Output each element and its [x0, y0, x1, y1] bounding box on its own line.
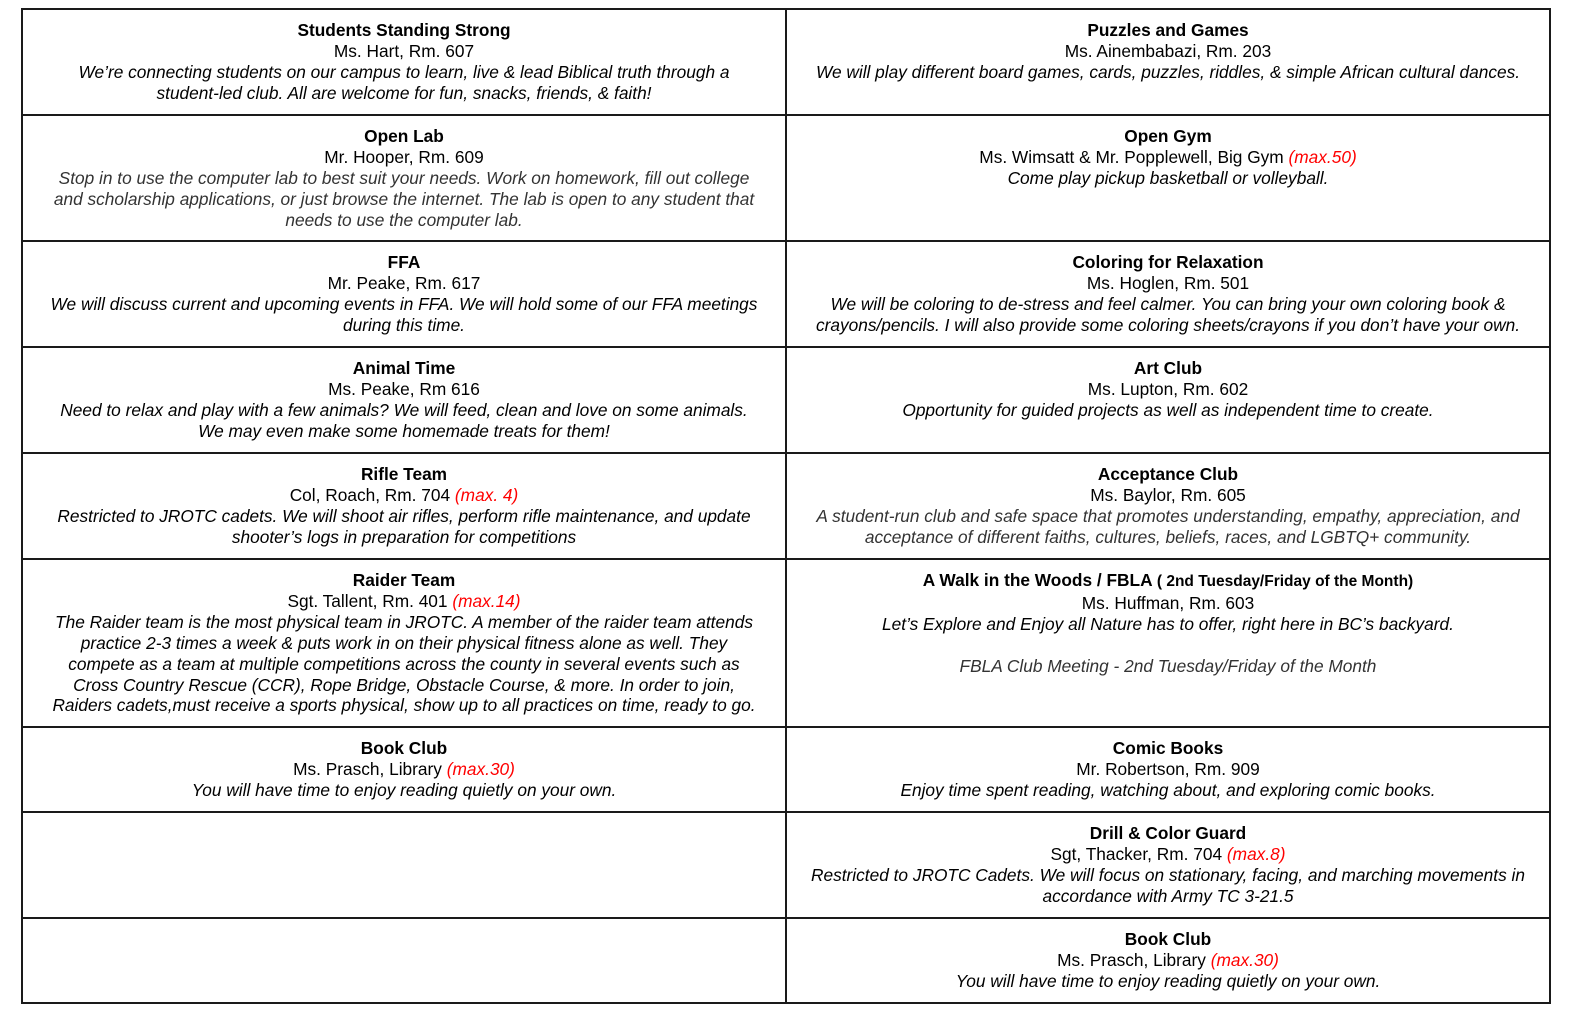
club-cell: [786, 918, 1550, 1003]
table-row: [22, 115, 1550, 241]
club-title-text: Animal Time: [352, 358, 456, 378]
capacity-note: (max.14): [452, 590, 521, 611]
club-title-text: Students Standing Strong: [297, 20, 511, 40]
club-description-line: Restricted to JROTC Cadets. We will focus on stationary, facing, and marching movements in: [811, 864, 1525, 885]
club-teacher: [35, 273, 773, 294]
table-row: [22, 918, 1550, 1003]
club-title: [35, 252, 773, 273]
club-title-text: Puzzles and Games: [1087, 20, 1249, 40]
club-title: [799, 358, 1537, 379]
club-description-line: You will have time to enjoy reading quietly on your own.: [191, 779, 617, 800]
club-teacher-text: Mr. Robertson, Rm. 909: [1076, 758, 1260, 779]
table-row: [22, 9, 1550, 115]
club-teacher: [35, 759, 773, 780]
club-title-text: Rifle Team: [360, 464, 448, 484]
club-teacher: [35, 147, 773, 168]
club-teacher-text: Ms. Baylor, Rm. 605: [1090, 484, 1246, 505]
club-description-line: You will have time to enjoy reading quietly on your own.: [955, 970, 1381, 991]
club-title: [35, 126, 773, 147]
club-teacher-text: Mr. Peake, Rm. 617: [327, 272, 481, 293]
club-teacher-text: Ms. Prasch, Library: [1057, 949, 1206, 970]
table-row: [22, 241, 1550, 347]
line-spacer: [799, 635, 1537, 656]
table-row: [22, 812, 1550, 918]
club-title-text: Open Lab: [364, 126, 444, 146]
club-title: [799, 823, 1537, 844]
club-description-line: and scholarship applications, or just browse the internet. The lab is open to any student that: [53, 188, 755, 209]
club-title-text: Book Club: [360, 738, 448, 758]
club-title-text: Open Gym: [1124, 126, 1212, 146]
club-teacher: [799, 379, 1537, 400]
club-title-text: Raider Team: [352, 570, 456, 590]
club-description-line: during this time.: [343, 314, 465, 335]
table-body: [22, 9, 1550, 1003]
club-teacher-text: Sgt. Tallent, Rm. 401: [287, 590, 448, 611]
club-description-line: shooter’s logs in preparation for competitions: [231, 526, 577, 547]
club-teacher-text: Ms. Hoglen, Rm. 501: [1086, 272, 1250, 293]
club-cell: [786, 9, 1550, 115]
club-title-text: FFA: [387, 252, 421, 272]
club-description-line: acceptance of different faiths, cultures, beliefs, races, and LGBTQ+ community.: [864, 526, 1472, 547]
club-description-line: We will discuss current and upcoming events in FFA. We will hold some of our FFA meetings: [50, 293, 758, 314]
club-description-line: crayons/pencils. I will also provide some coloring sheets/crayons if you don’t have your own.: [815, 314, 1521, 335]
table-row: [22, 347, 1550, 453]
club-cell: [786, 347, 1550, 453]
club-schedule-table: [21, 8, 1551, 1004]
club-teacher-text: Ms. Huffman, Rm. 603: [1081, 592, 1255, 613]
capacity-note: (max.50): [1288, 146, 1357, 167]
club-teacher-text: Ms. Hart, Rm. 607: [333, 40, 475, 61]
table-row: [22, 727, 1550, 812]
club-cell: [786, 727, 1550, 812]
club-description-line: Come play pickup basketball or volleyball.: [1007, 167, 1329, 188]
club-cell: [786, 453, 1550, 559]
club-teacher: [35, 41, 773, 62]
club-description-line: We will be coloring to de-stress and feel calmer. You can bring your own coloring book &: [830, 293, 1506, 314]
club-teacher: [799, 41, 1537, 62]
club-description-line: Restricted to JROTC cadets. We will shoot air rifles, perform rifle maintenance, and update: [57, 505, 751, 526]
club-cell: [22, 9, 786, 115]
empty-cell: [22, 918, 786, 1003]
club-cell: [22, 115, 786, 241]
club-title-text: Book Club: [1124, 929, 1212, 949]
club-title-text: Coloring for Relaxation: [1072, 252, 1264, 272]
club-teacher: [799, 593, 1537, 614]
club-teacher: [799, 485, 1537, 506]
club-description-line: student-led club. All are welcome for fun, snacks, friends, & faith!: [156, 82, 652, 103]
club-description-line: A student-run club and safe space that promotes understanding, empathy, appreciation, and: [816, 505, 1520, 526]
club-title-note: ( 2nd Tuesday/Friday of the Month): [1152, 573, 1414, 590]
club-title-text: Art Club: [1133, 358, 1203, 378]
club-title-text: Acceptance Club: [1097, 464, 1239, 484]
club-title-text: Comic Books: [1112, 738, 1224, 758]
club-description-line: Need to relax and play with a few animals? We will feed, clean and love on some animals.: [60, 399, 748, 420]
club-title: [35, 20, 773, 41]
club-description-line: Let’s Explore and Enjoy all Nature has to offer, right here in BC’s backyard.: [882, 613, 1454, 634]
empty-cell: [22, 812, 786, 918]
club-title: [35, 358, 773, 379]
club-title: [799, 738, 1537, 759]
club-description-line: We may even make some homemade treats for them!: [198, 420, 610, 441]
club-teacher: [799, 759, 1537, 780]
club-cell: [22, 241, 786, 347]
club-teacher-text: Ms. Ainembabazi, Rm. 203: [1064, 40, 1272, 61]
club-description-line: needs to use the computer lab.: [285, 209, 523, 230]
club-teacher-text: Sgt, Thacker, Rm. 704: [1050, 843, 1223, 864]
club-teacher: [799, 147, 1537, 168]
capacity-note: (max.30): [446, 758, 515, 779]
club-cell: [22, 559, 786, 727]
club-teacher: [35, 485, 773, 506]
club-description-line: Raiders cadets,must receive a sports physical, show up to all practices on time, ready to go.: [52, 695, 756, 716]
club-title-text: Drill & Color Guard: [1089, 823, 1247, 843]
club-cell: [786, 241, 1550, 347]
club-description-line: We’re connecting students on our campus to learn, live & lead Biblical truth through a: [78, 61, 730, 82]
club-teacher-text: Ms. Peake, Rm 616: [328, 378, 480, 399]
club-extra-note: FBLA Club Meeting - 2nd Tuesday/Friday of the Month: [959, 655, 1377, 676]
table-row: [22, 559, 1550, 727]
club-description-line: Stop in to use the computer lab to best suit your needs. Work on homework, fill out college: [58, 167, 750, 188]
club-teacher-text: Col, Roach, Rm. 704: [289, 484, 451, 505]
club-teacher: [35, 591, 773, 612]
club-teacher-text: Ms. Lupton, Rm. 602: [1087, 378, 1249, 399]
club-teacher-text: Mr. Hooper, Rm. 609: [324, 146, 484, 167]
club-description-line: Enjoy time spent reading, watching about, and exploring comic books.: [900, 779, 1436, 800]
club-title: [35, 464, 773, 485]
capacity-note: (max.8): [1226, 843, 1286, 864]
table-row: [22, 453, 1550, 559]
club-title: [799, 20, 1537, 41]
club-title: [799, 929, 1537, 950]
capacity-note: (max.30): [1210, 949, 1279, 970]
club-teacher-text: Ms. Prasch, Library: [293, 758, 442, 779]
capacity-note: (max. 4): [454, 484, 519, 505]
club-title: [799, 126, 1537, 147]
club-description-line: Cross Country Rescue (CCR), Rope Bridge, Obstacle Course, & more. In order to join,: [73, 674, 735, 695]
club-description-line: We will play different board games, cards, puzzles, riddles, & simple African cultural dances.: [815, 61, 1521, 82]
club-description-line: compete as a team at multiple competitions across the county in several events such as: [68, 653, 740, 674]
club-cell: [786, 559, 1550, 727]
club-cell: [22, 453, 786, 559]
club-title: [799, 570, 1537, 593]
club-teacher: [799, 844, 1537, 865]
club-description-line: accordance with Army TC 3-21.5: [1042, 885, 1294, 906]
club-description-line: practice 2-3 times a week & puts work in on their physical fitness alone as well. They: [80, 632, 728, 653]
club-teacher: [35, 379, 773, 400]
club-cell: [786, 812, 1550, 918]
club-title: [799, 464, 1537, 485]
club-cell: [22, 347, 786, 453]
club-description-line: The Raider team is the most physical team in JROTC. A member of the raider team attends: [55, 611, 753, 632]
club-title: [799, 252, 1537, 273]
club-teacher-text: Ms. Wimsatt & Mr. Popplewell, Big Gym: [979, 146, 1284, 167]
club-title-text: A Walk in the Woods / FBLA: [922, 570, 1153, 590]
club-teacher: [799, 273, 1537, 294]
club-teacher: [799, 950, 1537, 971]
club-title: [35, 570, 773, 591]
club-cell: [22, 727, 786, 812]
club-description-line: Opportunity for guided projects as well as independent time to create.: [902, 399, 1434, 420]
club-title: [35, 738, 773, 759]
club-cell: [786, 115, 1550, 241]
